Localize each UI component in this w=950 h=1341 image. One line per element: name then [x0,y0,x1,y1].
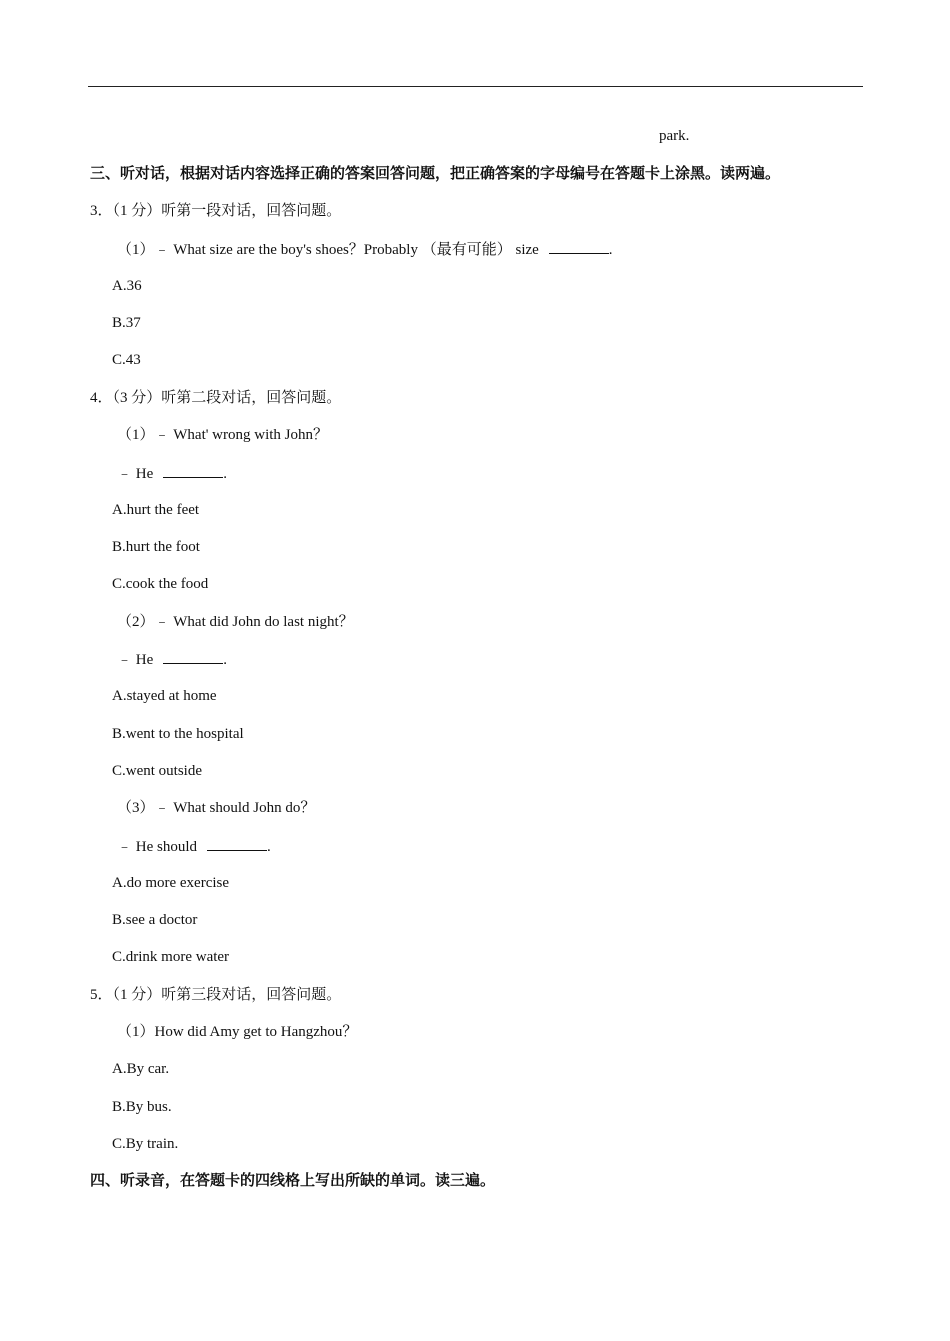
question-4-2-option-c: C.went outside [112,763,202,779]
question-4-3-option-a: A.do more exercise [112,875,230,891]
question-4-1-option-c: C.cook the food [112,576,209,592]
question-4-1-option-a: A.hurt the feet [112,502,200,518]
answer-prefix: ﹣ He [117,466,154,482]
question-4-3-prompt: （3）﹣ What should John do？ [117,800,316,816]
section3-heading: 三、听对话，根据对话内容选择正确的答案回答问题，把正确答案的字母编号在答题卡上涂黑。读两遍。 [90,166,781,182]
answer-blank [207,836,267,851]
answer-blank [163,463,223,478]
question-3-1-option-c: C.43 [112,352,141,368]
question-5-1-option-c: C.By train. [112,1136,179,1152]
question-5-header: 5．（1 分）听第三段对话，回答问题。 [90,987,342,1003]
question-4-header: 4．（3 分）听第二段对话，回答问题。 [90,390,342,406]
header-rule [88,86,863,87]
question-4-2-answer-line: ﹣ He . [117,649,227,670]
question-4-2-option-a: A.stayed at home [112,688,217,704]
question-4-3-option-c: C.drink more water [112,949,230,965]
answer-blank [163,649,223,664]
question-4-1-answer-line: ﹣ He . [117,463,227,484]
section4-heading: 四、听录音，在答题卡的四线格上写出所缺的单词。读三遍。 [90,1173,496,1189]
question-4-2-prompt: （2）﹣ What did John do last night？ [117,614,354,630]
answer-blank [549,239,609,254]
question-3-header: 3．（1 分）听第一段对话，回答问题。 [90,203,342,219]
answer-prefix: ﹣ He [117,652,154,668]
question-3-1-option-b: B.37 [112,315,141,331]
question-4-2-option-b: B.went to the hospital [112,726,244,742]
question-4-3-option-b: B.see a doctor [112,912,198,928]
question-5-1-option-a: A.By car. [112,1061,170,1077]
question-5-1-option-b: B.By bus. [112,1099,172,1115]
top-fragment: park. [659,128,690,144]
question-5-1-prompt: （1）How did Amy get to Hangzhou？ [117,1024,358,1040]
question-3-1-prompt: （1）﹣ What size are the boy's shoes？Probably （最有可能） size . [117,239,613,260]
question-3-1-option-a: A.36 [112,278,142,294]
question-4-3-answer-line: ﹣ He should . [117,836,271,857]
question-4-1-option-b: B.hurt the foot [112,539,200,555]
answer-prefix: ﹣ He should [117,839,197,855]
question-4-1-prompt: （1）﹣ What' wrong with John？ [117,427,329,443]
question-3-1-prompt-text: （1）﹣ What size are the boy's shoes？Probably （最有可能） size [117,242,539,258]
